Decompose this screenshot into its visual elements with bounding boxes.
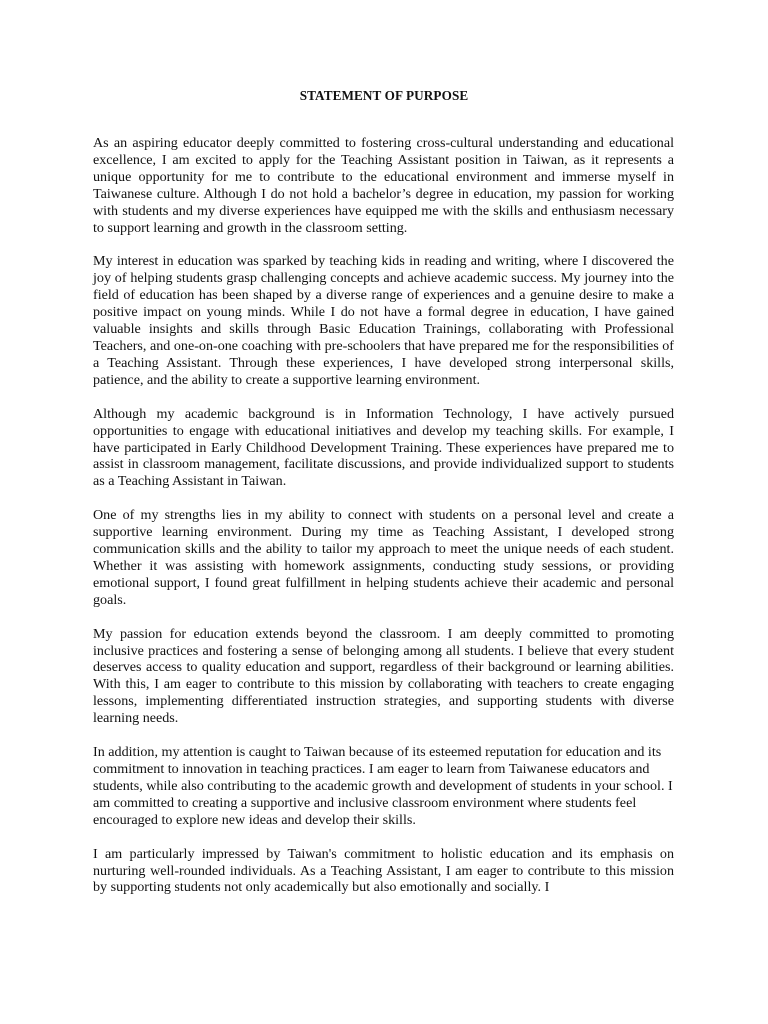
paragraph-holistic-education: I am particularly impressed by Taiwan's commitment to holistic education and its emphasis on nurturing well-rounded individuals. As a Teaching Assistant, I am eager to contribute to this mission by supporting students not only academically but also emotionally and socially. I bbox=[93, 845, 674, 896]
paragraph-strengths: One of my strengths lies in my ability to connect with students on a personal level and create a supportive learning environment. During my time as Teaching Assistant, I developed strong communication skills and the ability to tailor my approach to meet the unique needs of each student. Whether it was assisting with homework assignments, conducting study sessions, or providing emotional support, I found great fulfillment in helping students achieve their academic and personal goals. bbox=[93, 507, 674, 608]
document-body bbox=[93, 135, 674, 913]
paragraph-taiwan-reputation: In addition, my attention is caught to Taiwan because of its esteemed reputation for education and its commitment to innovation in teaching practices. I am eager to learn from Taiwanese educators and students, while also contributing to the academic growth and development of students in your school. I am committed to creating a supportive and inclusive classroom environment where students feel encouraged to explore new ideas and develop their skills. bbox=[93, 744, 673, 828]
paragraph-interest-in-education: My interest in education was sparked by teaching kids in reading and writing, where I discovered the joy of helping students grasp challenging concepts and achieve academic success. My journey into the field of education has been shaped by a diverse range of experiences and a genuine desire to make a positive impact on young minds. While I do not have a formal degree in education, I have gained valuable insights and skills through Basic Education Trainings, collaborating with Professional Teachers, and one-on-one coaching with pre-schoolers that have prepared me for the responsibilities of a Teaching Assistant. Through these experiences, I have developed strong interpersonal skills, patience, and the ability to create a supportive learning environment. bbox=[93, 253, 674, 388]
page-title: STATEMENT OF PURPOSE bbox=[299, 88, 469, 103]
paragraph-passion: My passion for education extends beyond the classroom. I am deeply committed to promoting inclusive practices and fostering a sense of belonging among all students. I believe that every student deserves access to quality education and support, regardless of their background or learning abilities. With this, I am eager to contribute to this mission by collaborating with teachers to create engaging lessons, implementing differentiated instruction strategies, and supporting students with diverse learning needs. bbox=[93, 625, 674, 727]
paragraph-academic-background: Although my academic background is in Information Technology, I have actively pursued opportunities to engage with educational initiatives and develop my teaching skills. For example, I have participated in Early Childhood Development Training. These experiences have prepared me to assist in classroom management, facilitate discussions, and provide individualized support to students as a Teaching Assistant in Taiwan. bbox=[93, 405, 674, 490]
paragraph-introduction: As an aspiring educator deeply committed to fostering cross-cultural understanding and educational excellence, I am excited to apply for the Teaching Assistant position in Taiwan, as it represents a unique opportunity for me to contribute to the educational environment and immerse myself in Taiwanese culture. Although I do not hold a bachelor’s degree in education, my passion for working with students and my diverse experiences have equipped me with the skills and enthusiasm necessary to support learning and growth in the classroom setting. bbox=[93, 135, 674, 236]
